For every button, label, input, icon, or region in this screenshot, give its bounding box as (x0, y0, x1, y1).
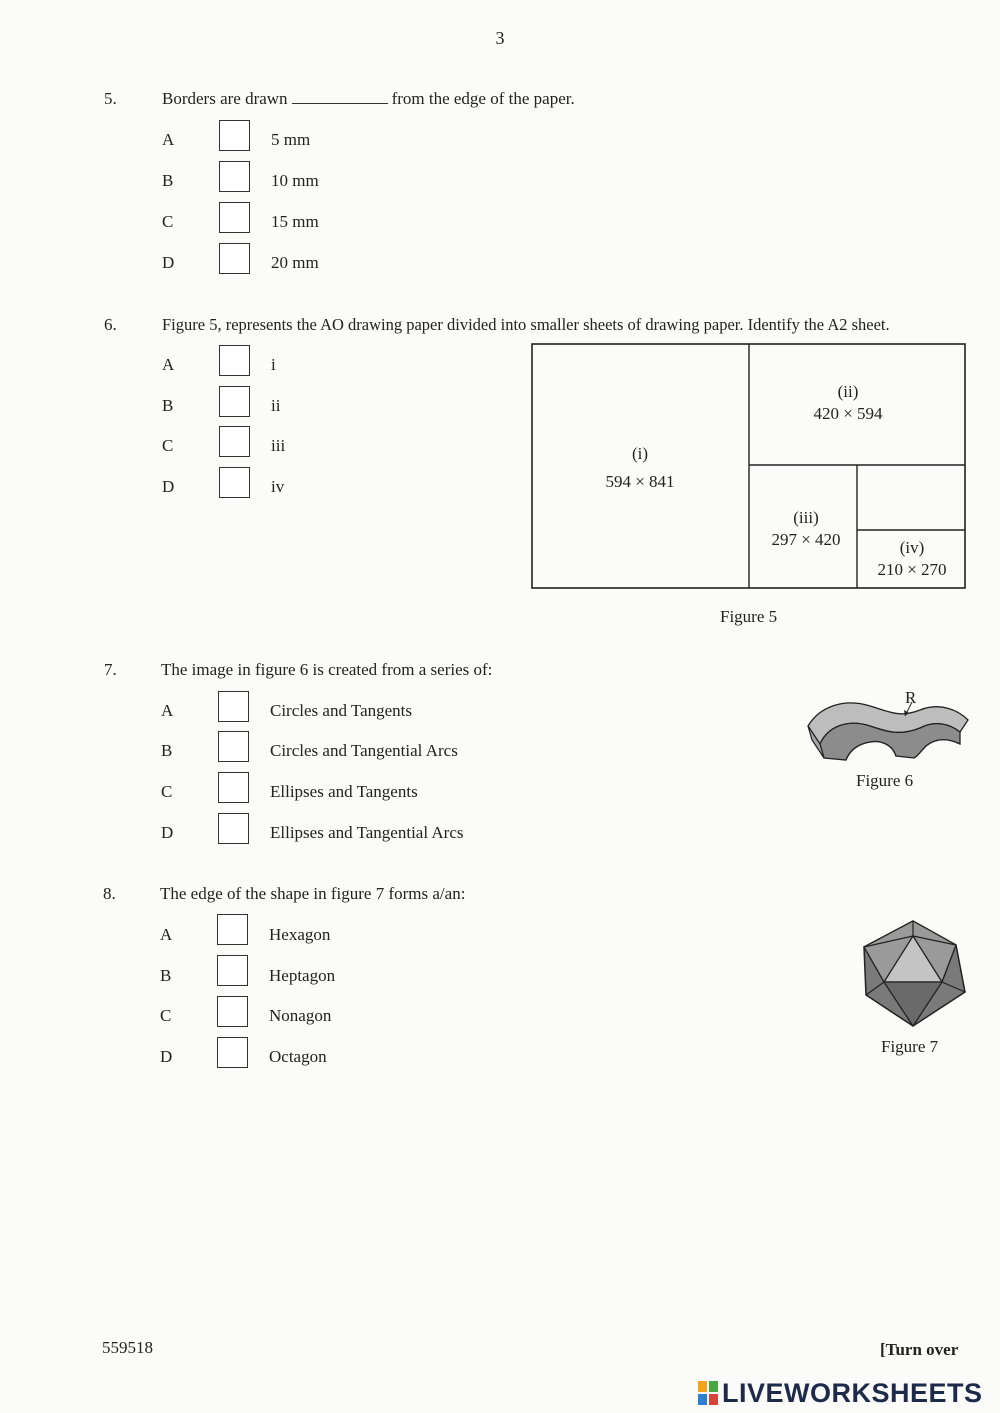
liveworksheets-logo-icon (698, 1381, 718, 1405)
sheet-iv-label (857, 537, 967, 581)
figure-6-caption: Figure 6 (856, 771, 914, 790)
answer-checkbox-q7-c[interactable] (218, 772, 249, 803)
option-text-b: Heptagon (269, 966, 336, 985)
option-text-d: Ellipses and Tangential Arcs (270, 823, 464, 842)
answer-checkbox-q6-d[interactable] (219, 467, 250, 498)
question-number: 7. (104, 660, 117, 679)
sheet-i-size: 594 × 841 (605, 472, 675, 491)
question-text: The image in figure 6 is created from a series of: (161, 660, 493, 679)
option-text-d: iv (271, 477, 285, 496)
option-text-a: Hexagon (269, 925, 331, 944)
question-text: The edge of the shape in figure 7 forms a/an: (160, 884, 466, 903)
option-letter-b: B (160, 966, 172, 985)
option-letter-c: C (162, 212, 174, 231)
wavy-block-drawing (800, 686, 975, 766)
answer-checkbox-q7-b[interactable] (218, 731, 249, 762)
option-letter-d: D (162, 477, 175, 496)
question-number: 5. (104, 89, 117, 108)
answer-checkbox-q6-b[interactable] (219, 386, 250, 417)
sheet-ii-name: (ii) (837, 382, 859, 401)
answer-checkbox-q8-d[interactable] (217, 1037, 248, 1068)
answer-checkbox-q8-a[interactable] (217, 914, 248, 945)
answer-checkbox-q6-c[interactable] (219, 426, 250, 457)
answer-checkbox-q6-a[interactable] (219, 345, 250, 376)
turn-over-note: [Turn over (880, 1340, 959, 1359)
option-letter-d: D (160, 1047, 173, 1066)
option-letter-c: C (161, 782, 173, 801)
answer-checkbox-q8-c[interactable] (217, 996, 248, 1027)
question-text (162, 89, 575, 109)
option-letter-a: A (161, 701, 174, 720)
option-text-b: Circles and Tangential Arcs (270, 741, 458, 760)
answer-blank (292, 89, 388, 104)
question-text: Figure 5, represents the AO drawing paper divided into smaller sheets of drawing paper. Identify the A2 sheet. (162, 315, 890, 334)
option-letter-c: C (160, 1006, 172, 1025)
option-text-a: 5 mm (271, 130, 311, 149)
answer-checkbox-q5-d[interactable] (219, 243, 250, 274)
sheet-ii-label (793, 381, 903, 425)
figure-5-caption: Figure 5 (720, 607, 778, 626)
answer-checkbox-q8-b[interactable] (217, 955, 248, 986)
answer-checkbox-q5-a[interactable] (219, 120, 250, 151)
question-number: 6. (104, 315, 117, 334)
option-text-a: i (271, 355, 276, 374)
answer-checkbox-q7-a[interactable] (218, 691, 249, 722)
option-letter-b: B (161, 741, 173, 760)
sheet-i-name: (i) (631, 444, 649, 463)
option-letter-b: B (162, 171, 174, 190)
sheet-i-label (585, 443, 695, 493)
option-text-c: 15 mm (271, 212, 319, 231)
option-text-b: ii (271, 396, 281, 415)
question-number: 8. (103, 884, 116, 903)
option-text-d: Octagon (269, 1047, 327, 1066)
sheet-iv-size: 210 × 270 (877, 560, 947, 579)
option-text-b: 10 mm (271, 171, 319, 190)
option-text-c: iii (271, 436, 286, 455)
option-text-d: 20 mm (271, 253, 319, 272)
answer-checkbox-q7-d[interactable] (218, 813, 249, 844)
option-letter-b: B (162, 396, 174, 415)
answer-checkbox-q5-b[interactable] (219, 161, 250, 192)
option-letter-d: D (161, 823, 174, 842)
liveworksheets-logo-text: LIVEWORKSHEETS (722, 1378, 983, 1408)
icosahedron-drawing (858, 918, 968, 1030)
sheet-iii-label (751, 507, 861, 551)
figure-7-caption: Figure 7 (881, 1037, 939, 1056)
sheet-iii-size: 297 × 420 (771, 530, 841, 549)
option-letter-a: A (162, 130, 175, 149)
paper-code: 559518 (102, 1338, 153, 1357)
answer-checkbox-q5-c[interactable] (219, 202, 250, 233)
sheet-ii-size: 420 × 594 (813, 404, 883, 423)
option-text-c: Ellipses and Tangents (270, 782, 418, 801)
liveworksheets-logo (698, 1378, 983, 1409)
option-letter-d: D (162, 253, 175, 272)
option-text-a: Circles and Tangents (270, 701, 413, 720)
option-letter-a: A (160, 925, 173, 944)
option-letter-c: C (162, 436, 174, 455)
option-letter-a: A (162, 355, 175, 374)
radius-label: R (905, 688, 917, 707)
question-text-after: from the edge of the paper. (391, 89, 575, 108)
sheet-iii-name: (iii) (793, 508, 819, 527)
page-number: 3 (495, 28, 505, 48)
sheet-iv-name: (iv) (899, 538, 925, 557)
question-text-before: Borders are drawn (162, 89, 288, 108)
option-text-c: Nonagon (269, 1006, 332, 1025)
